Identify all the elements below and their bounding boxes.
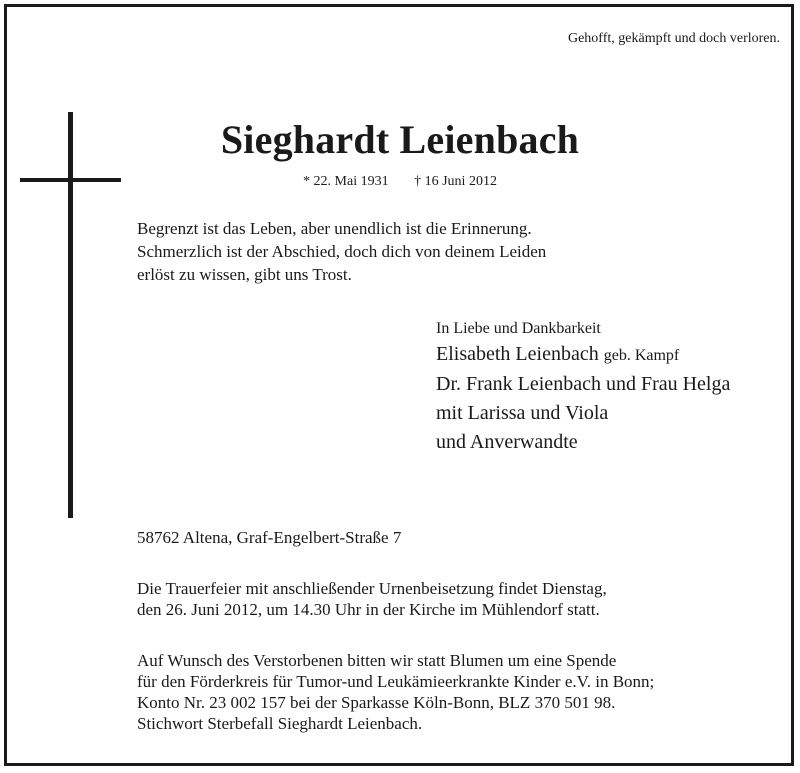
death-date: † 16 Juni 2012 [414, 174, 497, 189]
funeral-info [137, 578, 607, 620]
deceased-name: Sieghardt Leienbach [220, 117, 580, 162]
mourner-line: mit Larissa und Viola [436, 402, 609, 424]
verse [137, 217, 546, 286]
donation-line: für den Förderkreis für Tumor-und Leukämieerkrankte Kinder e.V. in Bonn; [137, 672, 655, 691]
mourner-line: und Anverwandte [436, 431, 578, 453]
mourner-name: Elisabeth Leienbach [436, 343, 599, 365]
birth-date: * 22. Mai 1931 [303, 174, 389, 189]
mourner-line [436, 340, 730, 370]
donation-line: Auf Wunsch des Verstorbenen bitten wir statt Blumen um eine Spende [137, 651, 617, 670]
life-dates [0, 174, 800, 190]
address: 58762 Altena, Graf-Engelbert-Straße 7 [137, 528, 402, 547]
mourner-note: geb. Kampf [603, 347, 680, 364]
mourners-block [436, 318, 730, 457]
donation-line: Stichwort Sterbefall Sieghardt Leienbach. [137, 714, 423, 733]
donation-line: Konto Nr. 23 002 157 bei der Sparkasse Köln-Bonn, BLZ 370 501 98. [137, 693, 616, 712]
mourners-intro: In Liebe und Dankbarkeit [436, 320, 601, 337]
verse-line: Schmerzlich ist der Abschied, doch dich von deinem Leiden [137, 242, 547, 261]
cross-icon [68, 112, 73, 518]
verse-line: erlöst zu wissen, gibt uns Trost. [137, 265, 352, 284]
mourner-line: Dr. Frank Leienbach und Frau Helga [436, 373, 731, 395]
motto: Gehofft, gekämpft und doch verloren. [567, 31, 780, 46]
donation-info [137, 650, 654, 734]
verse-line: Begrenzt ist das Leben, aber unendlich ist die Erinnerung. [137, 219, 532, 238]
funeral-line: den 26. Juni 2012, um 14.30 Uhr in der Kirche im Mühlendorf statt. [137, 600, 600, 619]
funeral-line: Die Trauerfeier mit anschließender Urnenbeisetzung findet Dienstag, [137, 579, 607, 598]
